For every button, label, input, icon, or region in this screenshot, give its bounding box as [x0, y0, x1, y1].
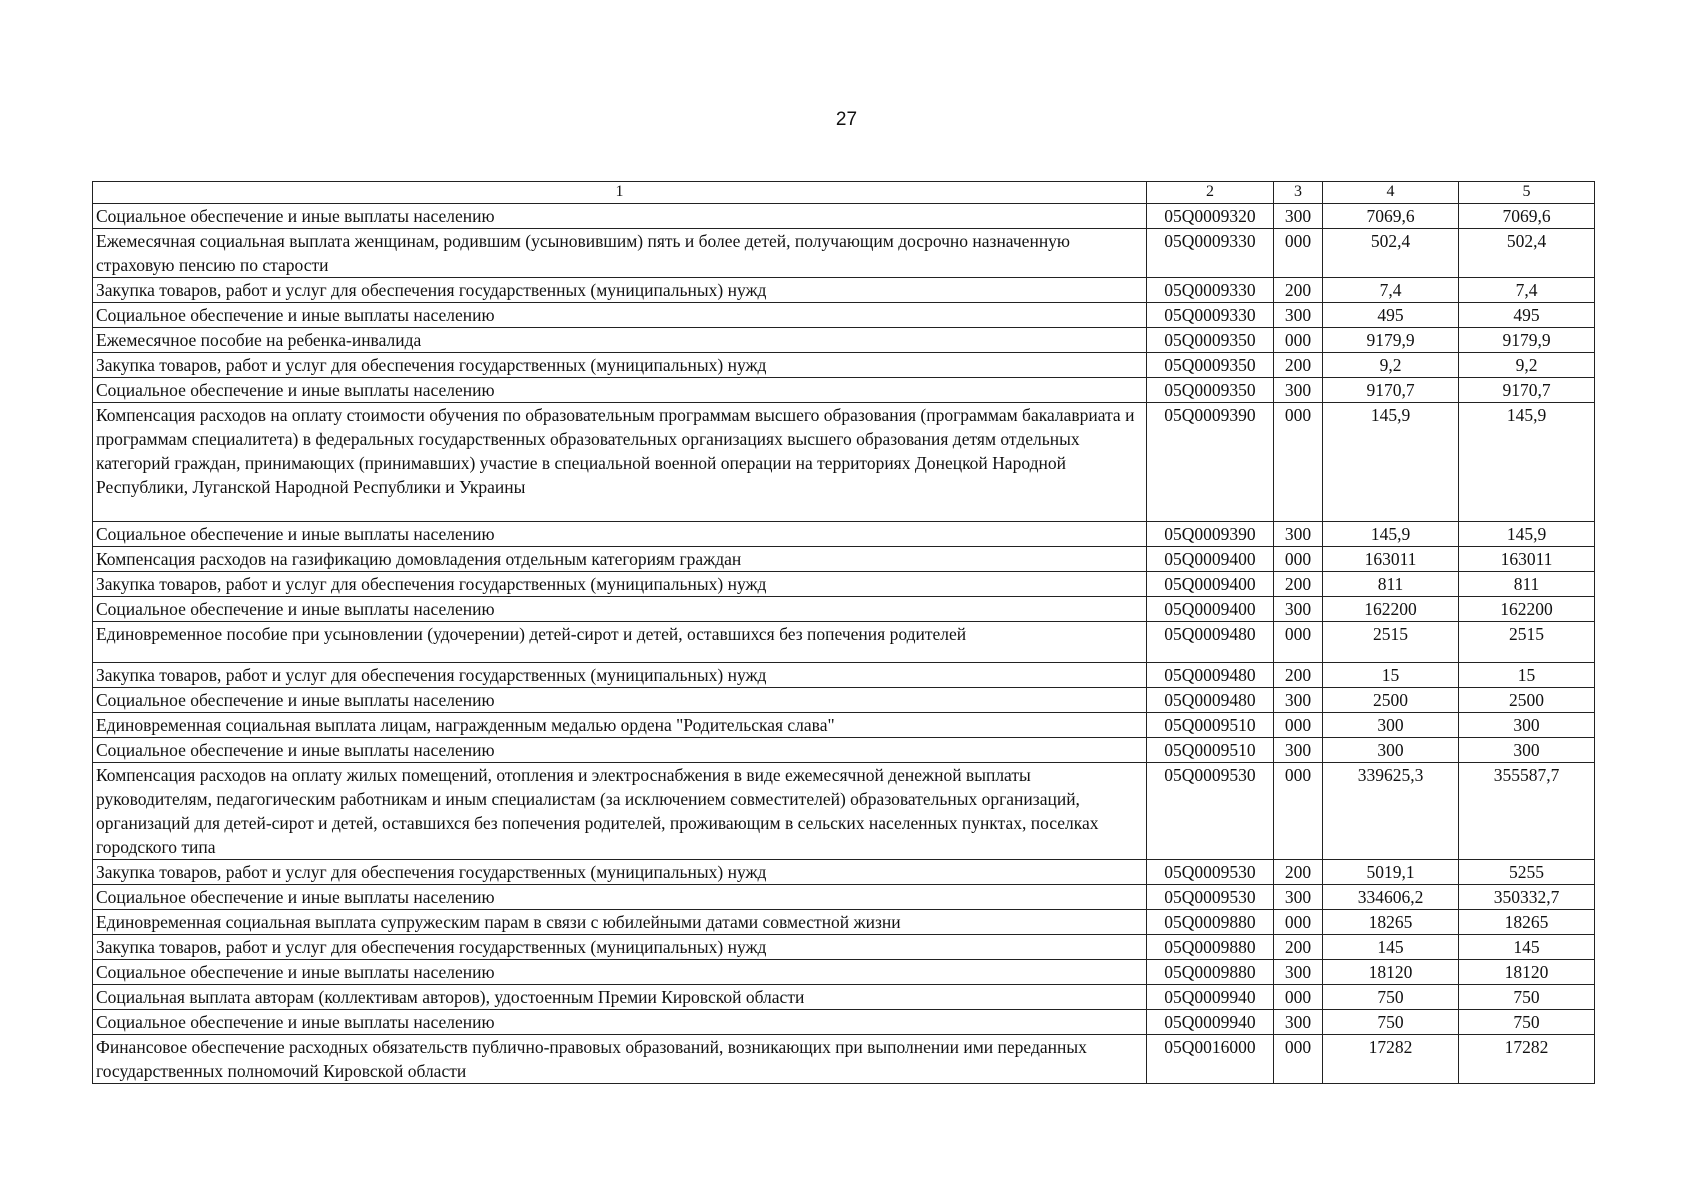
row-value-5: 15 [1459, 663, 1595, 688]
row-value-4: 9179,9 [1323, 328, 1459, 353]
row-name: Ежемесячная социальная выплата женщинам, родившим (усыновившим) пять и более детей, получающим досрочно назначенную страховую пенсию по старости [93, 229, 1147, 278]
row-value-5: 145,9 [1459, 403, 1595, 522]
row-type: 200 [1274, 572, 1323, 597]
table-row [93, 910, 1595, 935]
row-value-4: 495 [1323, 303, 1459, 328]
table-row [93, 935, 1595, 960]
row-value-5: 9170,7 [1459, 378, 1595, 403]
row-type: 200 [1274, 860, 1323, 885]
row-code: 05Q0009400 [1147, 547, 1274, 572]
row-name: Ежемесячное пособие на ребенка-инвалида [93, 328, 1147, 353]
row-value-4: 750 [1323, 1010, 1459, 1035]
table-row [93, 403, 1595, 522]
table-row [93, 547, 1595, 572]
page-number: 27 [835, 109, 858, 130]
row-name: Социальное обеспечение и иные выплаты населению [93, 885, 1147, 910]
row-value-5: 811 [1459, 572, 1595, 597]
row-code: 05Q0009940 [1147, 985, 1274, 1010]
table-row [93, 229, 1595, 278]
row-code: 05Q0009940 [1147, 1010, 1274, 1035]
row-value-4: 9170,7 [1323, 378, 1459, 403]
row-type: 300 [1274, 378, 1323, 403]
row-value-5: 7,4 [1459, 278, 1595, 303]
row-name: Единовременное пособие при усыновлении (удочерении) детей-сирот и детей, оставшихся без попечения родителей [93, 622, 1147, 663]
table-row [93, 597, 1595, 622]
row-value-4: 502,4 [1323, 229, 1459, 278]
row-name: Единовременная социальная выплата лицам, награжденным медалью ордена "Родительская слава" [93, 713, 1147, 738]
row-value-5: 18120 [1459, 960, 1595, 985]
row-type: 300 [1274, 738, 1323, 763]
row-code: 05Q0009400 [1147, 597, 1274, 622]
row-type: 000 [1274, 403, 1323, 522]
row-type: 300 [1274, 303, 1323, 328]
row-type: 200 [1274, 663, 1323, 688]
row-name: Закупка товаров, работ и услуг для обеспечения государственных (муниципальных) нужд [93, 278, 1147, 303]
table-row [93, 353, 1595, 378]
row-name: Компенсация расходов на газификацию домовладения отдельным категориям граждан [93, 547, 1147, 572]
row-type: 000 [1274, 622, 1323, 663]
table-row [93, 1010, 1595, 1035]
row-name: Закупка товаров, работ и услуг для обеспечения государственных (муниципальных) нужд [93, 935, 1147, 960]
table-row [93, 688, 1595, 713]
row-type: 000 [1274, 1035, 1323, 1084]
row-type: 300 [1274, 688, 1323, 713]
table-row [93, 738, 1595, 763]
column-header-1: 1 [93, 182, 1147, 204]
table-header-row [93, 182, 1595, 204]
row-name: Социальное обеспечение и иные выплаты населению [93, 303, 1147, 328]
row-value-4: 17282 [1323, 1035, 1459, 1084]
row-value-5: 750 [1459, 985, 1595, 1010]
row-type: 300 [1274, 960, 1323, 985]
row-name: Социальное обеспечение и иные выплаты населению [93, 522, 1147, 547]
row-value-4: 18265 [1323, 910, 1459, 935]
row-type: 300 [1274, 597, 1323, 622]
table-row [93, 522, 1595, 547]
row-name: Компенсация расходов на оплату стоимости обучения по образовательным программам высшего образования (программам бакалавриата и программам специалитета) в федеральных государственных образовательных организациях высшего образования детям отдельных категорий граждан, принимающих (принимавших) участие в специальной военной операции на территориях Донецкой Народной Республики, Луганской Народной Республики и Украины [93, 403, 1147, 522]
row-name: Социальное обеспечение и иные выплаты населению [93, 204, 1147, 229]
row-name: Закупка товаров, работ и услуг для обеспечения государственных (муниципальных) нужд [93, 663, 1147, 688]
budget-table [92, 181, 1595, 1084]
table-row [93, 572, 1595, 597]
row-value-5: 5255 [1459, 860, 1595, 885]
row-value-4: 339625,3 [1323, 763, 1459, 860]
table-row [93, 763, 1595, 860]
row-value-4: 7,4 [1323, 278, 1459, 303]
row-value-4: 163011 [1323, 547, 1459, 572]
row-name: Социальное обеспечение и иные выплаты населению [93, 688, 1147, 713]
row-value-5: 495 [1459, 303, 1595, 328]
row-code: 05Q0009880 [1147, 935, 1274, 960]
row-code: 05Q0009350 [1147, 353, 1274, 378]
table-row [93, 663, 1595, 688]
row-value-5: 300 [1459, 738, 1595, 763]
row-type: 000 [1274, 910, 1323, 935]
row-type: 000 [1274, 713, 1323, 738]
row-value-5: 7069,6 [1459, 204, 1595, 229]
row-code: 05Q0009350 [1147, 378, 1274, 403]
row-type: 000 [1274, 229, 1323, 278]
row-type: 300 [1274, 522, 1323, 547]
row-type: 200 [1274, 353, 1323, 378]
row-value-5: 750 [1459, 1010, 1595, 1035]
row-name: Социальное обеспечение и иные выплаты населению [93, 738, 1147, 763]
row-code: 05Q0009530 [1147, 860, 1274, 885]
row-value-5: 145,9 [1459, 522, 1595, 547]
row-code: 05Q0009480 [1147, 622, 1274, 663]
row-name: Социальное обеспечение и иные выплаты населению [93, 378, 1147, 403]
row-code: 05Q0009390 [1147, 522, 1274, 547]
table-row [93, 278, 1595, 303]
row-code: 05Q0009510 [1147, 713, 1274, 738]
row-value-4: 300 [1323, 738, 1459, 763]
row-name: Закупка товаров, работ и услуг для обеспечения государственных (муниципальных) нужд [93, 353, 1147, 378]
row-type: 200 [1274, 278, 1323, 303]
row-name: Единовременная социальная выплата супружеским парам в связи с юбилейными датами совместной жизни [93, 910, 1147, 935]
row-value-4: 811 [1323, 572, 1459, 597]
row-value-5: 355587,7 [1459, 763, 1595, 860]
row-code: 05Q0009320 [1147, 204, 1274, 229]
row-value-4: 5019,1 [1323, 860, 1459, 885]
row-name: Социальная выплата авторам (коллективам авторов), удостоенным Премии Кировской области [93, 985, 1147, 1010]
row-code: 05Q0009330 [1147, 229, 1274, 278]
row-value-4: 2500 [1323, 688, 1459, 713]
row-code: 05Q0009530 [1147, 885, 1274, 910]
row-name: Социальное обеспечение и иные выплаты населению [93, 597, 1147, 622]
row-value-4: 2515 [1323, 622, 1459, 663]
row-value-4: 15 [1323, 663, 1459, 688]
row-value-4: 145,9 [1323, 522, 1459, 547]
row-value-5: 9,2 [1459, 353, 1595, 378]
table-row [93, 622, 1595, 663]
table-row [93, 960, 1595, 985]
row-type: 000 [1274, 985, 1323, 1010]
table-row [93, 378, 1595, 403]
row-type: 300 [1274, 1010, 1323, 1035]
row-code: 05Q0009510 [1147, 738, 1274, 763]
row-code: 05Q0009400 [1147, 572, 1274, 597]
row-code: 05Q0009390 [1147, 403, 1274, 522]
row-value-4: 162200 [1323, 597, 1459, 622]
table-row [93, 204, 1595, 229]
row-code: 05Q0009330 [1147, 303, 1274, 328]
row-value-4: 18120 [1323, 960, 1459, 985]
row-name: Компенсация расходов на оплату жилых помещений, отопления и электроснабжения в виде ежемесячной денежной выплаты руководителям, педагогическим работникам и иным специалистам (за исключением совместителей) образовательных организаций, организаций для детей-сирот и детей, оставшихся без попечения родителей, проживающим в сельских населенных пунктах, поселках городского типа [93, 763, 1147, 860]
row-type: 200 [1274, 935, 1323, 960]
row-code: 05Q0009350 [1147, 328, 1274, 353]
row-value-4: 750 [1323, 985, 1459, 1010]
row-value-5: 9179,9 [1459, 328, 1595, 353]
row-value-4: 145 [1323, 935, 1459, 960]
row-type: 000 [1274, 763, 1323, 860]
column-header-3: 3 [1274, 182, 1323, 204]
row-type: 000 [1274, 328, 1323, 353]
row-value-5: 350332,7 [1459, 885, 1595, 910]
table-row [93, 303, 1595, 328]
row-value-5: 300 [1459, 713, 1595, 738]
column-header-2: 2 [1147, 182, 1274, 204]
table-row [93, 885, 1595, 910]
row-code: 05Q0009530 [1147, 763, 1274, 860]
column-header-5: 5 [1459, 182, 1595, 204]
row-value-5: 18265 [1459, 910, 1595, 935]
row-value-5: 163011 [1459, 547, 1595, 572]
row-value-5: 145 [1459, 935, 1595, 960]
table-row [93, 860, 1595, 885]
row-name: Финансовое обеспечение расходных обязательств публично-правовых образований, возникающих при выполнении ими переданных государственных полномочий Кировской области [93, 1035, 1147, 1084]
row-code: 05Q0009330 [1147, 278, 1274, 303]
row-value-5: 2500 [1459, 688, 1595, 713]
row-code: 05Q0016000 [1147, 1035, 1274, 1084]
row-value-5: 2515 [1459, 622, 1595, 663]
row-type: 300 [1274, 885, 1323, 910]
column-header-4: 4 [1323, 182, 1459, 204]
row-value-4: 145,9 [1323, 403, 1459, 522]
row-code: 05Q0009480 [1147, 688, 1274, 713]
row-type: 000 [1274, 547, 1323, 572]
row-value-4: 7069,6 [1323, 204, 1459, 229]
table-row [93, 1035, 1595, 1084]
row-name: Социальное обеспечение и иные выплаты населению [93, 1010, 1147, 1035]
row-name: Социальное обеспечение и иные выплаты населению [93, 960, 1147, 985]
table-row [93, 713, 1595, 738]
row-name: Закупка товаров, работ и услуг для обеспечения государственных (муниципальных) нужд [93, 572, 1147, 597]
row-type: 300 [1274, 204, 1323, 229]
row-value-5: 502,4 [1459, 229, 1595, 278]
row-code: 05Q0009880 [1147, 960, 1274, 985]
row-value-5: 17282 [1459, 1035, 1595, 1084]
row-value-4: 300 [1323, 713, 1459, 738]
row-value-5: 162200 [1459, 597, 1595, 622]
row-value-4: 9,2 [1323, 353, 1459, 378]
table-row [93, 985, 1595, 1010]
row-code: 05Q0009880 [1147, 910, 1274, 935]
row-value-4: 334606,2 [1323, 885, 1459, 910]
table-row [93, 328, 1595, 353]
row-name: Закупка товаров, работ и услуг для обеспечения государственных (муниципальных) нужд [93, 860, 1147, 885]
row-code: 05Q0009480 [1147, 663, 1274, 688]
